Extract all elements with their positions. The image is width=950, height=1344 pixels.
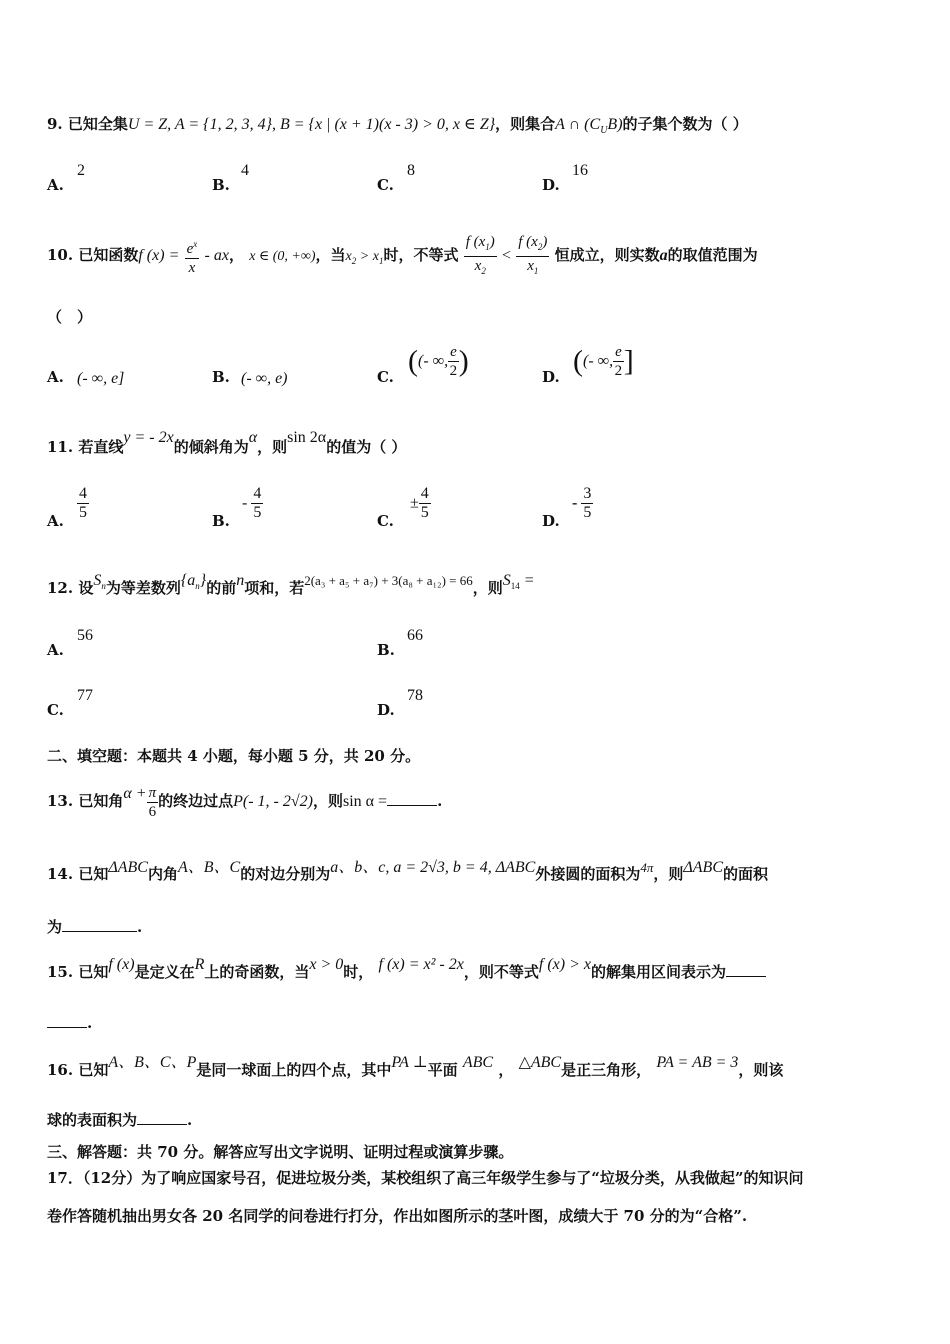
q10-option-c-label: C. [377,368,394,386]
q12-option-a-value: 56 [77,627,93,644]
q11-option-d-label: D. [542,512,560,530]
q10-option-d-value: ((- ∞, $\frac{e}{2}$ ] [573,344,634,379]
question-10-paren: （ ） [47,308,93,326]
question-12: 12. 设$S_n$为等差数列$\{a_n\}$的前n项和，若2(a₃ + a₅ + a₇) + 3(a₈ + a₁₂) = 66，则$S_{14}$ = [47,572,535,597]
math-intersection: A ∩ $(C_UB)$ [555,116,623,137]
q12-option-d-label: D. [377,701,395,719]
q9-option-d-label: D. [542,176,560,194]
q11-option-d-value: - $\frac{3}{5}$ [572,485,592,521]
q11-option-c-value: ± $\frac{4}{5}$ [410,485,429,521]
question-14: 14. 已知ΔABC内角A、B、C的对边分别为a、b、c, a = 2√3, b = 4, ΔABC外接圆的面积为4π，则ΔABC的面积 [47,859,768,883]
answer-blank[interactable] [726,976,766,977]
question-9: 9. 已知全集U = Z, A = {1, 2, 3, 4}, B = {x | (x + 1)(x - 3) > 0, x ∈ Z}，则集合A ∩ $(C_UB)$的子集个数为（ ） [47,115,748,137]
question-15-line2: . [47,1013,92,1033]
answer-blank-continued[interactable] [47,1027,87,1028]
q12-option-c-value: 77 [77,687,93,704]
fraction-rhs: $\frac{f (x_2)}{x_1}$ [518,233,548,276]
q9-option-c-label: C. [377,176,394,194]
question-10: 10. 已知函数f (x) = $\frac{e^x}{x}$ - ax， x ∈ (0, +∞)，当$x_2 > x_1$时，不等式 $\frac{f (x_1)}{x_2}$ < $\frac{f (x_2)}{x_1}$ 恒成立，则实数a的取值范围为 [47,230,758,286]
q9-option-b-label: B. [212,176,230,194]
q10-option-d-label: D. [542,368,560,386]
question-15: 15. 已知f (x)是定义在R上的奇函数，当x > 0时， f (x) = x² - 2x，则不等式f (x) > x的解集用区间表示为 [47,958,766,987]
fraction-ex-over-x: $\frac{e^x}{x}$ [185,235,200,277]
answer-blank[interactable] [62,931,137,932]
q11-option-c-label: C. [377,512,394,530]
question-17-line1: 17．（12分）为了响应国家号召，促进垃圾分类，某校组织了高三年级学生参与了“垃圾分类，从我做起”的知识问 [47,1169,804,1187]
q11-option-b-value: - $\frac{4}{5}$ [242,485,262,521]
question-13: 13. 已知角α + $\frac{\pi}{6}$ 的终边过点P(- 1, - 2√2)，则sin α = . [47,784,443,820]
fraction-pi-over-6: $\frac{\pi}{6}$ [148,784,157,820]
q10-option-a-label: A. [47,368,64,386]
fraction-lhs: $\frac{f (x_1)}{x_2}$ [465,233,495,276]
section-fill-in-heading: 二、填空题：本题共 4 小题，每小题 5 分，共 20 分。 [47,747,421,765]
q9-option-a-label: A. [47,176,64,194]
q9-option-d-value: 16 [572,162,588,179]
math-universal-set: U = Z, A = {1, 2, 3, 4} [127,116,272,133]
q12-option-c-label: C. [47,701,64,719]
q12-option-d-value: 78 [407,687,423,704]
q11-option-a-value: $\frac{4}{5}$ [79,485,87,521]
q10-option-c-value: ((- ∞, $\frac{e}{2}$ ) [408,344,469,379]
question-16-line2: 球的表面积为 . [47,1111,193,1129]
q10-option-a-value: (- ∞, e] [77,370,125,387]
question-16: 16. 已知A、B、C、P是同一球面上的四个点，其中PA ⊥平面 ABC ， △ABC是正三角形， PA = AB = 3，则该 [47,1054,784,1079]
q11-option-a-label: A. [47,512,64,530]
q10-option-b-label: B. [212,368,230,386]
q9-option-a-value: 2 [77,162,85,179]
q9-option-c-value: 8 [407,162,415,179]
q10-option-b-value: (- ∞, e) [241,370,288,387]
answer-blank[interactable] [387,805,437,806]
q11-option-b-label: B. [212,512,230,530]
question-14-line2: 为 . [47,918,143,936]
q12-option-b-value: 66 [407,627,423,644]
section-solution-heading: 三、解答题：共 70 分。解答应写出文字说明、证明过程或演算步骤。 [47,1143,514,1161]
q12-option-a-label: A. [47,641,64,659]
q9-option-b-value: 4 [241,162,249,179]
question-17-line2: 卷作答随机抽出男女各 20 名同学的问卷进行打分，作出如图所示的茎叶图，成绩大于 70 分的为“合格”. [47,1207,748,1225]
q12-option-b-label: B. [377,641,395,659]
question-11: 11. 若直线y = - 2x的倾斜角为α，则sin 2α的值为（ ） [47,429,407,456]
math-set-b: , B = {x | (x + 1)(x - 3) > 0, x ∈ Z} [271,116,496,133]
answer-blank[interactable] [137,1124,187,1125]
